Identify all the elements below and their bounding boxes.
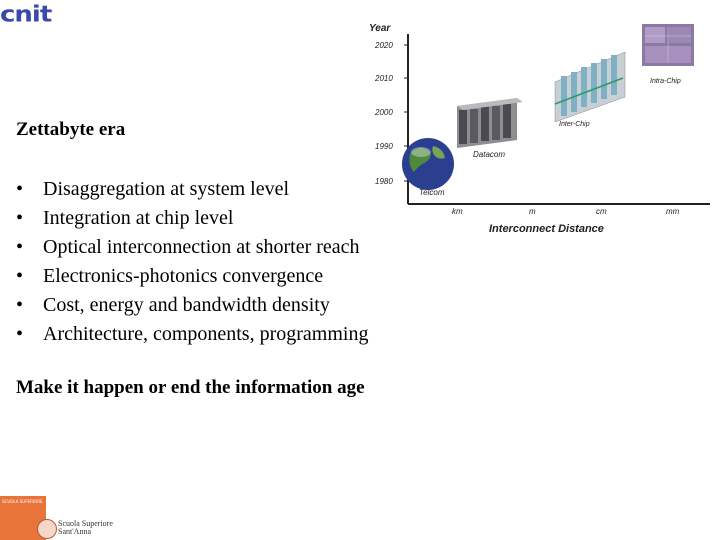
telecom-label: Telcom (419, 188, 445, 197)
interconnect-figure-svg (355, 12, 720, 242)
bullet-text: Integration at chip level (43, 207, 234, 229)
interconnect-figure (355, 12, 720, 242)
bullet-marker: • (16, 265, 24, 287)
bullet-text: Architecture, components, programming (43, 323, 369, 345)
x-tick-label: km (452, 207, 463, 216)
bullet-list (16, 175, 368, 349)
y-tick-label: 1990 (375, 142, 393, 151)
y-tick-label: 1980 (375, 177, 393, 186)
bullet-text: Electronics-photonics convergence (43, 265, 324, 287)
bullet-item (16, 175, 368, 204)
bullet-item (16, 233, 368, 262)
orange-logo-text: SCUOLA SUPERIORE (2, 499, 43, 504)
bullet-marker: • (16, 207, 24, 229)
cnit-logo: cnit (0, 2, 52, 28)
y-tick-label: 2000 (375, 108, 393, 117)
bullet-text: Disaggregation at system level (43, 178, 290, 200)
globe-image (402, 138, 454, 190)
university-name (58, 520, 113, 536)
intra-chip-label: Intra-Chip (650, 78, 681, 85)
bullet-item (16, 262, 368, 291)
datacom-label: Datacom (473, 150, 506, 159)
inter-chip-boards-image (555, 52, 625, 122)
x-tick-label: cm (596, 207, 607, 216)
x-tick-label: m (529, 207, 536, 216)
inter-chip-label: Inter-Chip (559, 121, 590, 128)
bullet-item (16, 320, 368, 349)
bullet-item (16, 204, 368, 233)
bullet-marker: • (16, 323, 24, 345)
x-tick-label: mm (666, 207, 680, 216)
y-tick-label: 2020 (375, 41, 393, 50)
bullet-text: Optical interconnection at shorter reach (43, 236, 360, 258)
university-line2: Sant'Anna (58, 527, 91, 536)
bullet-marker: • (16, 294, 24, 316)
bullet-item (16, 291, 368, 320)
x-axis-title: Interconnect Distance (489, 223, 604, 235)
university-emblem-icon (37, 519, 57, 539)
datacom-racks-image (457, 98, 523, 148)
y-tick-label: 2010 (375, 74, 393, 83)
closing-statement: Make it happen or end the information age (16, 377, 365, 398)
university-line1: Scuola Superiore (58, 519, 113, 528)
y-axis-title: Year (369, 23, 391, 34)
bullet-marker: • (16, 236, 24, 258)
slide-heading: Zettabyte era (16, 119, 126, 140)
bullet-marker: • (16, 178, 24, 200)
intra-chip-die-image (642, 24, 694, 66)
bullet-text: Cost, energy and bandwidth density (43, 294, 330, 316)
